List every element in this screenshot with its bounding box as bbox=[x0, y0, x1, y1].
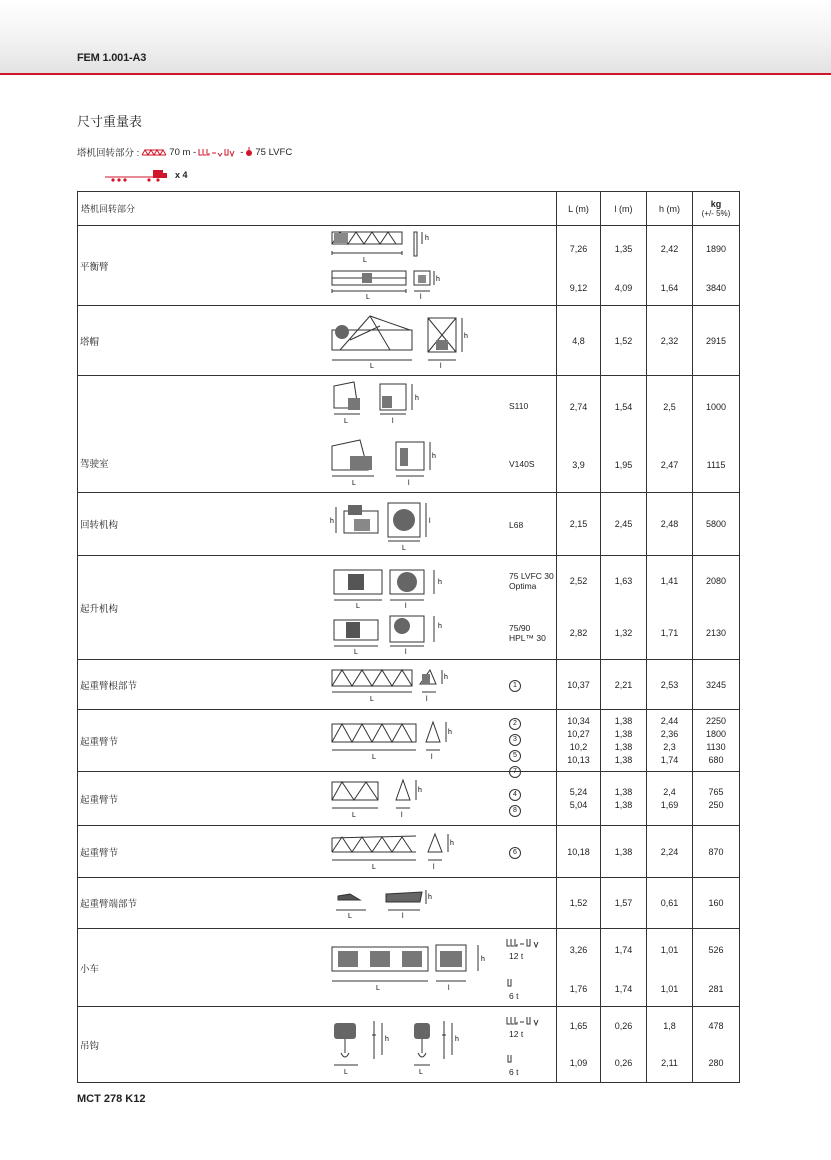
svg-text:L: L bbox=[370, 363, 374, 370]
svg-text:h: h bbox=[415, 395, 419, 402]
hoist-icon bbox=[245, 147, 253, 157]
table-row: 驾驶室 L h l L h l S110 V140S 2,74 3,9 1,54 1,95 2,5 2,47 1000 1115 bbox=[78, 376, 740, 493]
svg-text:l: l bbox=[408, 480, 410, 487]
truck-icon bbox=[105, 168, 169, 182]
short-jib-section-drawing bbox=[330, 776, 440, 822]
section-marks: 1 bbox=[509, 679, 521, 694]
hoist-drawing bbox=[330, 560, 460, 658]
svg-text:h: h bbox=[438, 623, 442, 630]
hoist-name: 75 LVFC bbox=[255, 146, 293, 158]
svg-text:L: L bbox=[370, 696, 374, 703]
header-kg: kg (+/- 5%) bbox=[693, 192, 740, 226]
variant-label: V140S bbox=[509, 459, 535, 469]
jib-section-6-drawing bbox=[330, 830, 470, 874]
component-name: 起重臂根部节 bbox=[80, 680, 138, 692]
component-name: 起升机构 bbox=[80, 603, 119, 615]
boom-icon bbox=[141, 148, 167, 156]
svg-text:h: h bbox=[418, 787, 422, 794]
model-footer: MCT 278 K12 bbox=[77, 1093, 146, 1105]
svg-text:L: L bbox=[372, 864, 376, 871]
table-row: 小车 L l h 12 t 6 t 3,26 1,76 1,74 1,74 1,01 1,01 526 281 bbox=[78, 929, 740, 1007]
doc-code: FEM 1.001-A3 bbox=[77, 52, 147, 64]
dash: - bbox=[240, 146, 244, 158]
hook-icon bbox=[506, 977, 518, 989]
table-row: 起重臂端部节 L l h 1,52 1,57 0,61 160 bbox=[78, 878, 740, 929]
svg-text:L: L bbox=[363, 257, 367, 264]
page-title: 尺寸重量表 bbox=[77, 114, 143, 129]
svg-text:h: h bbox=[481, 956, 485, 963]
header-h: h (m) bbox=[647, 192, 693, 226]
section-marks: 2 3 5 7 bbox=[509, 716, 521, 780]
svg-text:l: l bbox=[440, 363, 442, 370]
svg-text:L: L bbox=[348, 913, 352, 920]
svg-text:L: L bbox=[352, 812, 356, 819]
configuration-line bbox=[77, 145, 292, 159]
svg-text:L: L bbox=[344, 1069, 348, 1076]
svg-text:h: h bbox=[425, 235, 429, 242]
svg-text:h: h bbox=[455, 1036, 459, 1043]
transport-multiplier: x 4 bbox=[175, 170, 188, 180]
svg-text:h: h bbox=[438, 579, 442, 586]
component-name: 起重臂节 bbox=[80, 847, 119, 859]
variant-label: 75/90 HPL™ 30 bbox=[509, 623, 546, 643]
component-name: 塔帽 bbox=[80, 336, 100, 348]
svg-text:l: l bbox=[402, 913, 404, 920]
svg-text:h: h bbox=[330, 518, 334, 525]
svg-text:L: L bbox=[372, 754, 376, 761]
svg-text:h: h bbox=[464, 333, 468, 340]
component-name: 驾驶室 bbox=[80, 459, 109, 470]
component-name: 起重臂节 bbox=[80, 794, 119, 806]
svg-text:h: h bbox=[428, 894, 432, 901]
svg-text:l: l bbox=[433, 864, 435, 871]
section-marks: 6 bbox=[509, 846, 521, 861]
table-header-row bbox=[78, 192, 740, 226]
svg-text:l: l bbox=[426, 696, 428, 703]
table-row: 塔帽 L h l 4,8 1,52 2,32 2915 bbox=[78, 306, 740, 376]
cab-drawing bbox=[330, 378, 450, 490]
counter-jib-drawing bbox=[330, 229, 450, 303]
section-marks: 4 8 bbox=[509, 787, 521, 819]
capacity-label: 12 t bbox=[509, 951, 524, 961]
svg-text:h: h bbox=[432, 453, 436, 460]
table-row: 起升机构 L l h L l h 75 LVFC 30 Optima 75/90 HPL™ 30 2,52 2,82 1,63 1,32 1,41 1,71 2080 2130 bbox=[78, 556, 740, 660]
variant-label: 75 LVFC 30 Optima bbox=[509, 571, 554, 591]
table-row: 吊钩 L h L h 12 t 6 t 1,65 1,09 0,26 0,26 1,8 2,11 478 280 bbox=[78, 1007, 740, 1083]
svg-text:l: l bbox=[405, 649, 407, 656]
svg-text:l: l bbox=[420, 294, 422, 301]
svg-text:l: l bbox=[392, 418, 394, 425]
svg-text:l: l bbox=[429, 518, 431, 525]
svg-text:h: h bbox=[436, 276, 440, 283]
variant-label: S110 bbox=[509, 401, 529, 411]
table-row: 起重臂节 L h l 2 3 5 7 10,34 10,27 10,2 10,13 1,38 1,38 1,38 1,38 2,44 2,36 2,3 1,74 2250 1800 1130 680 bbox=[78, 710, 740, 772]
capacity-label: 6 t bbox=[509, 991, 519, 1001]
svg-text:l: l bbox=[448, 985, 450, 992]
svg-text:h: h bbox=[444, 674, 448, 681]
jib-section-drawing bbox=[330, 716, 470, 766]
table-row: 回转机构 h L l L68 2,15 2,45 2,48 5800 bbox=[78, 493, 740, 556]
hook-block-drawing bbox=[330, 1015, 480, 1077]
svg-text:L: L bbox=[376, 985, 380, 992]
svg-text:h: h bbox=[450, 840, 454, 847]
table-row: 起重臂节 L h l 4 8 5,24 5,04 1,38 1,38 2,4 1,69 765 250 bbox=[78, 772, 740, 826]
jib-end-drawing bbox=[330, 884, 450, 926]
dimension-weight-table bbox=[77, 191, 740, 1083]
svg-text:l: l bbox=[431, 754, 433, 761]
svg-text:L: L bbox=[366, 294, 370, 301]
header-l: l (m) bbox=[601, 192, 647, 226]
component-name: 起重臂端部节 bbox=[80, 899, 138, 910]
table-row: 起重臂根部节 L h l 1 10,37 2,21 2,53 3245 bbox=[78, 660, 740, 710]
jib-foot-drawing bbox=[330, 664, 460, 706]
svg-text:L: L bbox=[419, 1069, 423, 1076]
svg-text:L: L bbox=[344, 418, 348, 425]
component-name: 平衡臂 bbox=[80, 261, 109, 273]
trolley-hook-icon bbox=[506, 1015, 550, 1027]
svg-text:L: L bbox=[356, 603, 360, 610]
header-rule bbox=[0, 73, 831, 75]
svg-text:L: L bbox=[354, 649, 358, 656]
table-row: 平衡臂 L h L h l 7,26 9,12 1,35 4,09 2,42 1,64 1890 3840 bbox=[78, 226, 740, 306]
hook-icon bbox=[506, 1053, 518, 1065]
svg-text:L: L bbox=[352, 480, 356, 487]
trolley-drawing bbox=[330, 937, 500, 999]
capacity-label: 12 t bbox=[509, 1029, 524, 1039]
svg-text:l: l bbox=[401, 812, 403, 819]
component-name: 回转机构 bbox=[80, 520, 119, 531]
trolley-hook-icon bbox=[506, 937, 550, 949]
component-name: 吊钩 bbox=[80, 1040, 100, 1052]
boom-length: 70 m - bbox=[169, 146, 197, 158]
component-name: 小车 bbox=[80, 963, 100, 975]
transport-line bbox=[105, 168, 188, 182]
config-prefix: 塔机回转部分 : bbox=[77, 148, 140, 159]
tower-head-drawing bbox=[330, 310, 480, 374]
svg-text:h: h bbox=[448, 729, 452, 736]
svg-text:l: l bbox=[405, 603, 407, 610]
trolley-hook-icon bbox=[198, 147, 238, 157]
svg-text:h: h bbox=[385, 1036, 389, 1043]
section-header: 塔机回转部分 bbox=[78, 192, 557, 226]
table-row: 起重臂节 L h l 6 10,18 1,38 2,24 870 bbox=[78, 826, 740, 878]
variant-label: L68 bbox=[509, 520, 524, 530]
component-name: 起重臂节 bbox=[80, 736, 119, 748]
slewing-drawing bbox=[330, 497, 450, 553]
capacity-label: 6 t bbox=[509, 1067, 519, 1077]
header-L: L (m) bbox=[557, 192, 601, 226]
svg-text:L: L bbox=[402, 545, 406, 552]
